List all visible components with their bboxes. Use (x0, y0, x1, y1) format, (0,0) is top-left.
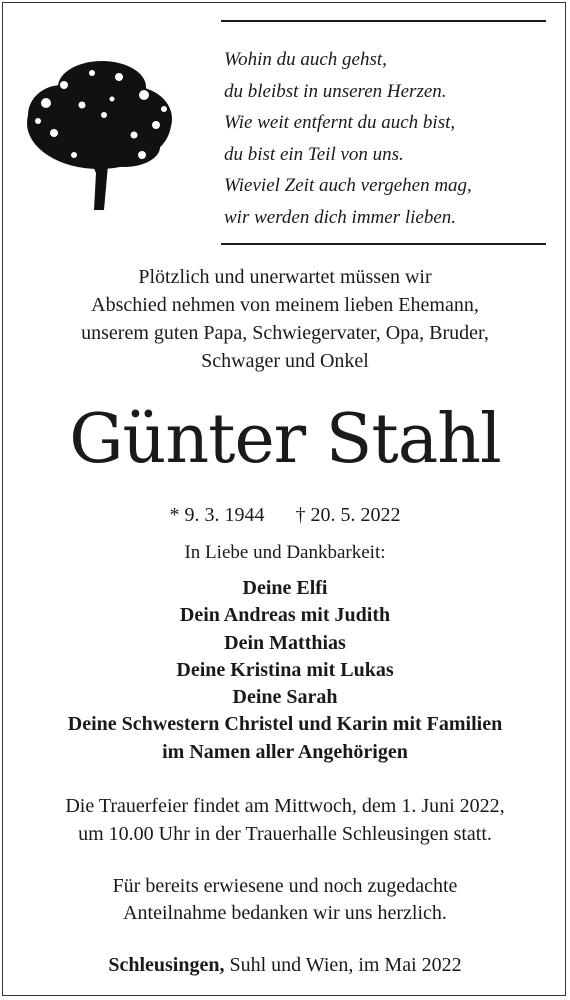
life-dates (0, 501, 570, 529)
poem (224, 44, 554, 233)
poem-line: Wieviel Zeit auch vergehen mag, (224, 175, 472, 196)
poem-line: wir werden dich immer lieben. (224, 206, 457, 228)
mourner: Deine Schwestern Christel und Karin mit Familien (67, 713, 503, 736)
deceased-name: Günter Stahl (69, 400, 501, 479)
intro-line: Schwager und Onkel (201, 350, 369, 372)
place-and-date (0, 951, 570, 979)
death-date: † 20. 5. 2022 (295, 504, 401, 526)
funeral-service-info (0, 792, 570, 848)
mourner: Dein Andreas mit Judith (179, 604, 391, 627)
birth-date: * 9. 3. 1944 (169, 504, 265, 526)
mourner: Deine Elfi (242, 577, 328, 599)
intro-line: Plötzlich und unerwartet müssen wir (138, 266, 432, 288)
intro-line: Abschied nehmen von meinem lieben Ehemann, (91, 294, 479, 316)
gratitude-line: In Liebe und Dankbarkeit: (184, 542, 386, 563)
poem-top-rule (221, 20, 546, 22)
mourner: im Namen aller Angehörigen (162, 740, 408, 763)
service-line: um 10.00 Uhr in der Trauerhalle Schleusingen statt. (78, 823, 492, 845)
thanks-line: Für bereits erwiesene und noch zugedachte (112, 875, 458, 897)
poem-bottom-rule (221, 243, 546, 245)
thanks-text (0, 873, 570, 927)
mourner: Dein Matthias (224, 631, 346, 654)
mourner: Deine Sarah (232, 686, 338, 709)
mourner: Deine Kristina mit Lukas (176, 658, 394, 681)
place-city: Schleusingen, (108, 954, 225, 976)
service-line: Die Trauerfeier findet am Mittwoch, dem 1. Juni 2022, (65, 795, 505, 817)
mourners-list (0, 575, 570, 766)
poem-line: Wie weit entfernt du auch bist, (224, 112, 456, 133)
poem-line: Wohin du auch gehst, (224, 49, 387, 70)
intro-line: unserem guten Papa, Schwiegervater, Opa, Bruder, (81, 322, 489, 344)
tree-icon (24, 55, 174, 210)
poem-line: du bist ein Teil von uns. (224, 143, 404, 165)
intro-text (0, 263, 570, 375)
poem-line: du bleibst in unseren Herzen. (224, 80, 447, 102)
place-rest: Suhl und Wien, im Mai 2022 (224, 954, 462, 976)
thanks-line: Anteilnahme bedanken wir uns herzlich. (123, 902, 447, 924)
